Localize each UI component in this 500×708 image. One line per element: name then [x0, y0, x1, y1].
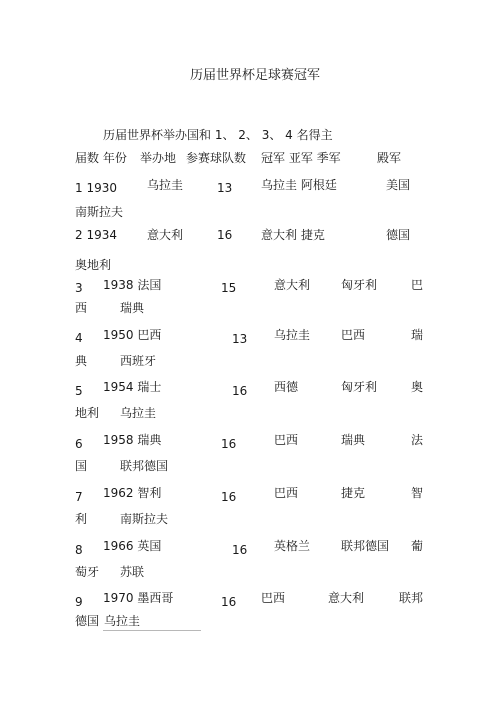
row-8-third-part1: 葡 [411, 539, 424, 553]
row-7-third-part2: 利 [75, 512, 88, 526]
subtitle: 历届世界杯举办国和 1、 2、 3、 4 名得主 [103, 128, 333, 142]
row-5-champion: 西德 [274, 380, 299, 394]
row-7-runner-up: 捷克 [341, 486, 366, 500]
row-1-fourth: 南斯拉夫 [75, 205, 124, 219]
row-7-year-host: 1962 智利 [103, 486, 162, 500]
row-3-runner-up: 匈牙利 [341, 278, 378, 292]
row-8-runner-up: 联邦德国 [341, 539, 390, 553]
row-4-runner-up: 巴西 [341, 328, 366, 342]
row-4-third-part1: 瑞 [411, 328, 424, 342]
row-9-runner-up: 意大利 [328, 591, 365, 605]
row-5-third-part2: 地利 [75, 406, 100, 420]
row-1-placings: 乌拉圭 阿根廷 [261, 178, 337, 192]
row-1-host: 乌拉圭 [147, 178, 184, 192]
row-2-host: 意大利 [147, 228, 184, 242]
row-7-champion: 巴西 [274, 486, 299, 500]
row-5-third-part1: 奥 [411, 380, 424, 394]
row-6-third-part1: 法 [411, 433, 424, 447]
row-3-teams: 15 [221, 281, 237, 295]
row-5-runner-up: 匈牙利 [341, 380, 378, 394]
row-5-year-host: 1954 瑞士 [103, 380, 162, 394]
row-2-teams: 16 [217, 228, 233, 242]
row-3-edition: 3 [75, 281, 83, 295]
row-1-edition-year: 1 1930 [75, 181, 117, 195]
row-3-third-part1: 巴 [411, 278, 424, 292]
row-9-edition: 9 [75, 595, 83, 609]
row-2-edition-year: 2 1934 [75, 228, 117, 242]
row-6-champion: 巴西 [274, 433, 299, 447]
row-6-teams: 16 [221, 437, 237, 451]
row-5-teams: 16 [232, 384, 248, 398]
row-4-third-part2: 典 [75, 354, 88, 368]
row-4-edition: 4 [75, 331, 83, 345]
row-8-edition: 8 [75, 543, 83, 557]
row-9-teams: 16 [221, 595, 237, 609]
header-teams: 参赛球队数 [186, 151, 247, 165]
row-3-fourth: 瑞典 [120, 301, 145, 315]
row-6-year-host: 1958 瑞典 [103, 433, 162, 447]
row-6-runner-up: 瑞典 [341, 433, 366, 447]
row-6-third-part2: 国 [75, 459, 88, 473]
row-9-year-host: 1970 墨西哥 [103, 591, 174, 605]
text-underline [103, 630, 201, 631]
row-9-fourth: 乌拉圭 [104, 614, 141, 628]
row-3-third-part2: 西 [75, 301, 88, 315]
header-fourth: 殿军 [377, 151, 402, 165]
row-7-edition: 7 [75, 490, 83, 504]
row-4-fourth: 西班牙 [120, 354, 157, 368]
row-8-year-host: 1966 英国 [103, 539, 162, 553]
row-1-teams: 13 [217, 181, 233, 195]
row-8-fourth: 苏联 [120, 565, 145, 579]
row-7-third-part1: 智 [411, 486, 424, 500]
row-5-edition: 5 [75, 384, 83, 398]
row-2-fourth: 奥地利 [75, 258, 112, 272]
row-2-third: 德国 [386, 228, 411, 242]
row-5-fourth: 乌拉圭 [120, 406, 157, 420]
row-9-third-part1: 联邦 [399, 591, 424, 605]
row-8-teams: 16 [232, 543, 248, 557]
document-title: 历届世界杯足球赛冠军 [190, 68, 321, 83]
row-4-champion: 乌拉圭 [274, 328, 311, 342]
row-4-year-host: 1950 巴西 [103, 328, 162, 342]
row-2-placings: 意大利 捷克 [261, 228, 325, 242]
row-3-champion: 意大利 [274, 278, 311, 292]
row-9-third-part2: 德国 [75, 614, 100, 628]
row-8-champion: 英格兰 [274, 539, 311, 553]
row-6-edition: 6 [75, 437, 83, 451]
row-8-third-part2: 萄牙 [75, 565, 100, 579]
row-6-fourth: 联邦德国 [120, 459, 169, 473]
row-4-teams: 13 [232, 332, 248, 346]
header-placings: 冠军 亚军 季军 [261, 151, 341, 165]
header-host: 举办地 [140, 151, 177, 165]
row-7-teams: 16 [221, 490, 237, 504]
row-9-champion: 巴西 [261, 591, 286, 605]
header-edition-year: 届数 年份 [75, 151, 127, 165]
row-7-fourth: 南斯拉夫 [120, 512, 169, 526]
row-3-year-host: 1938 法国 [103, 278, 162, 292]
row-1-third: 美国 [386, 178, 411, 192]
